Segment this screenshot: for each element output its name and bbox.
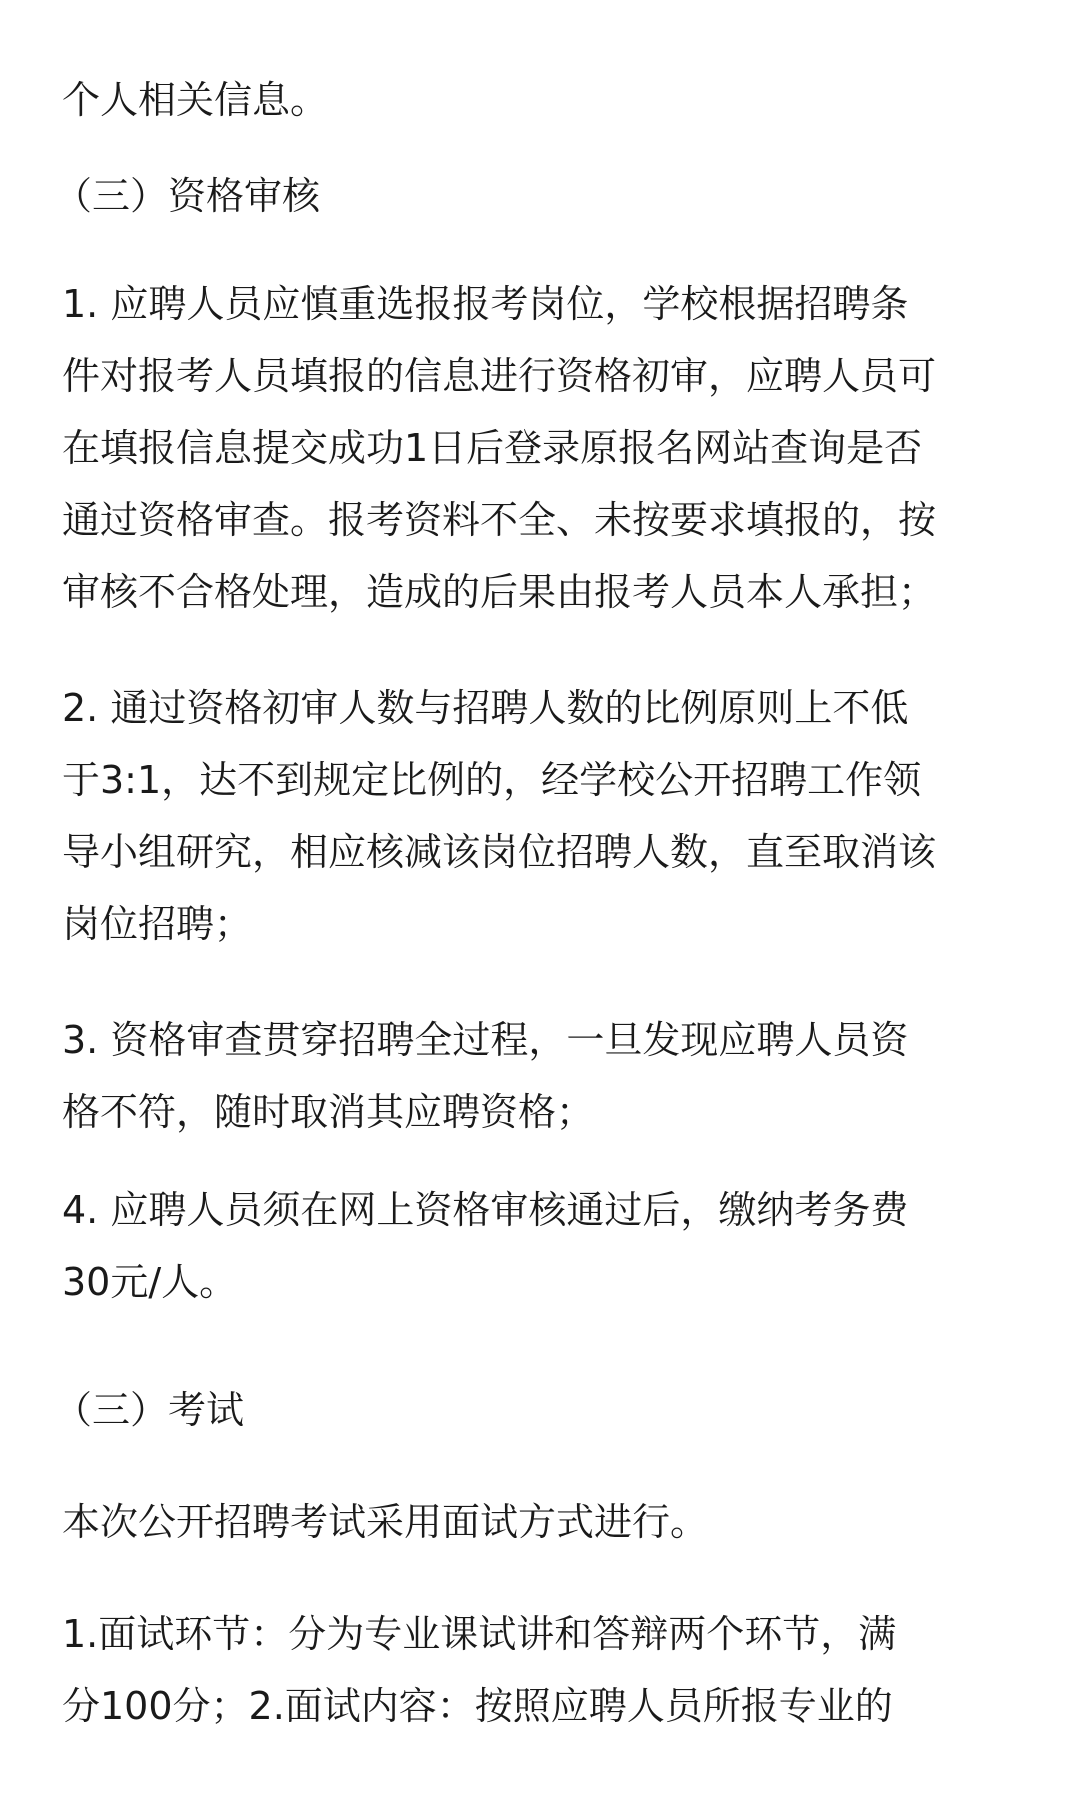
text-line: 1.面试环节：分为专业课试讲和答辩两个环节，满 — [62, 1612, 897, 1656]
text-line: 格不符，随时取消其应聘资格； — [62, 1090, 595, 1134]
text-line: 通过资格审查。报考资料不全、未按要求填报的，按 — [62, 498, 937, 542]
text-line: 件对报考人员填报的信息进行资格初审，应聘人员可 — [62, 354, 937, 398]
text-line: 2. 通过资格初审人数与招聘人数的比例原则上不低 — [62, 686, 909, 730]
section-heading-exam: （三）考试 — [54, 1388, 245, 1432]
section-heading-qualification: （三）资格审核 — [54, 174, 321, 218]
paragraph-qualification-1 — [62, 268, 936, 628]
paragraph-qualification-4 — [62, 1174, 908, 1318]
text-line: 3. 资格审查贯穿招聘全过程，一旦发现应聘人员资 — [62, 1018, 909, 1062]
text-line: 导小组研究，相应核减该岗位招聘人数，直至取消该 — [62, 830, 937, 874]
text-line: 审核不合格处理，造成的后果由报考人员本人承担； — [62, 570, 937, 614]
text-line: 在填报信息提交成功1日后登录原报名网站查询是否 — [62, 426, 923, 470]
paragraph-exam-detail — [62, 1598, 896, 1742]
text-line: 1. 应聘人员应慎重选报报考岗位，学校根据招聘条 — [62, 282, 909, 326]
paragraph-qualification-3 — [62, 1004, 908, 1148]
paragraph-qualification-2 — [62, 672, 936, 960]
paragraph-intro-tail: 个人相关信息。 — [62, 78, 329, 122]
text-line: 分100分；2.面试内容：按照应聘人员所报专业的 — [62, 1684, 893, 1728]
text-line: 于3:1，达不到规定比例的，经学校公开招聘工作领 — [62, 758, 922, 802]
paragraph-exam-method: 本次公开招聘考试采用面试方式进行。 — [62, 1500, 709, 1544]
text-line: 4. 应聘人员须在网上资格审核通过后，缴纳考务费 — [62, 1188, 909, 1232]
text-line: 岗位招聘； — [62, 902, 253, 946]
text-line: 30元/人。 — [62, 1260, 238, 1304]
